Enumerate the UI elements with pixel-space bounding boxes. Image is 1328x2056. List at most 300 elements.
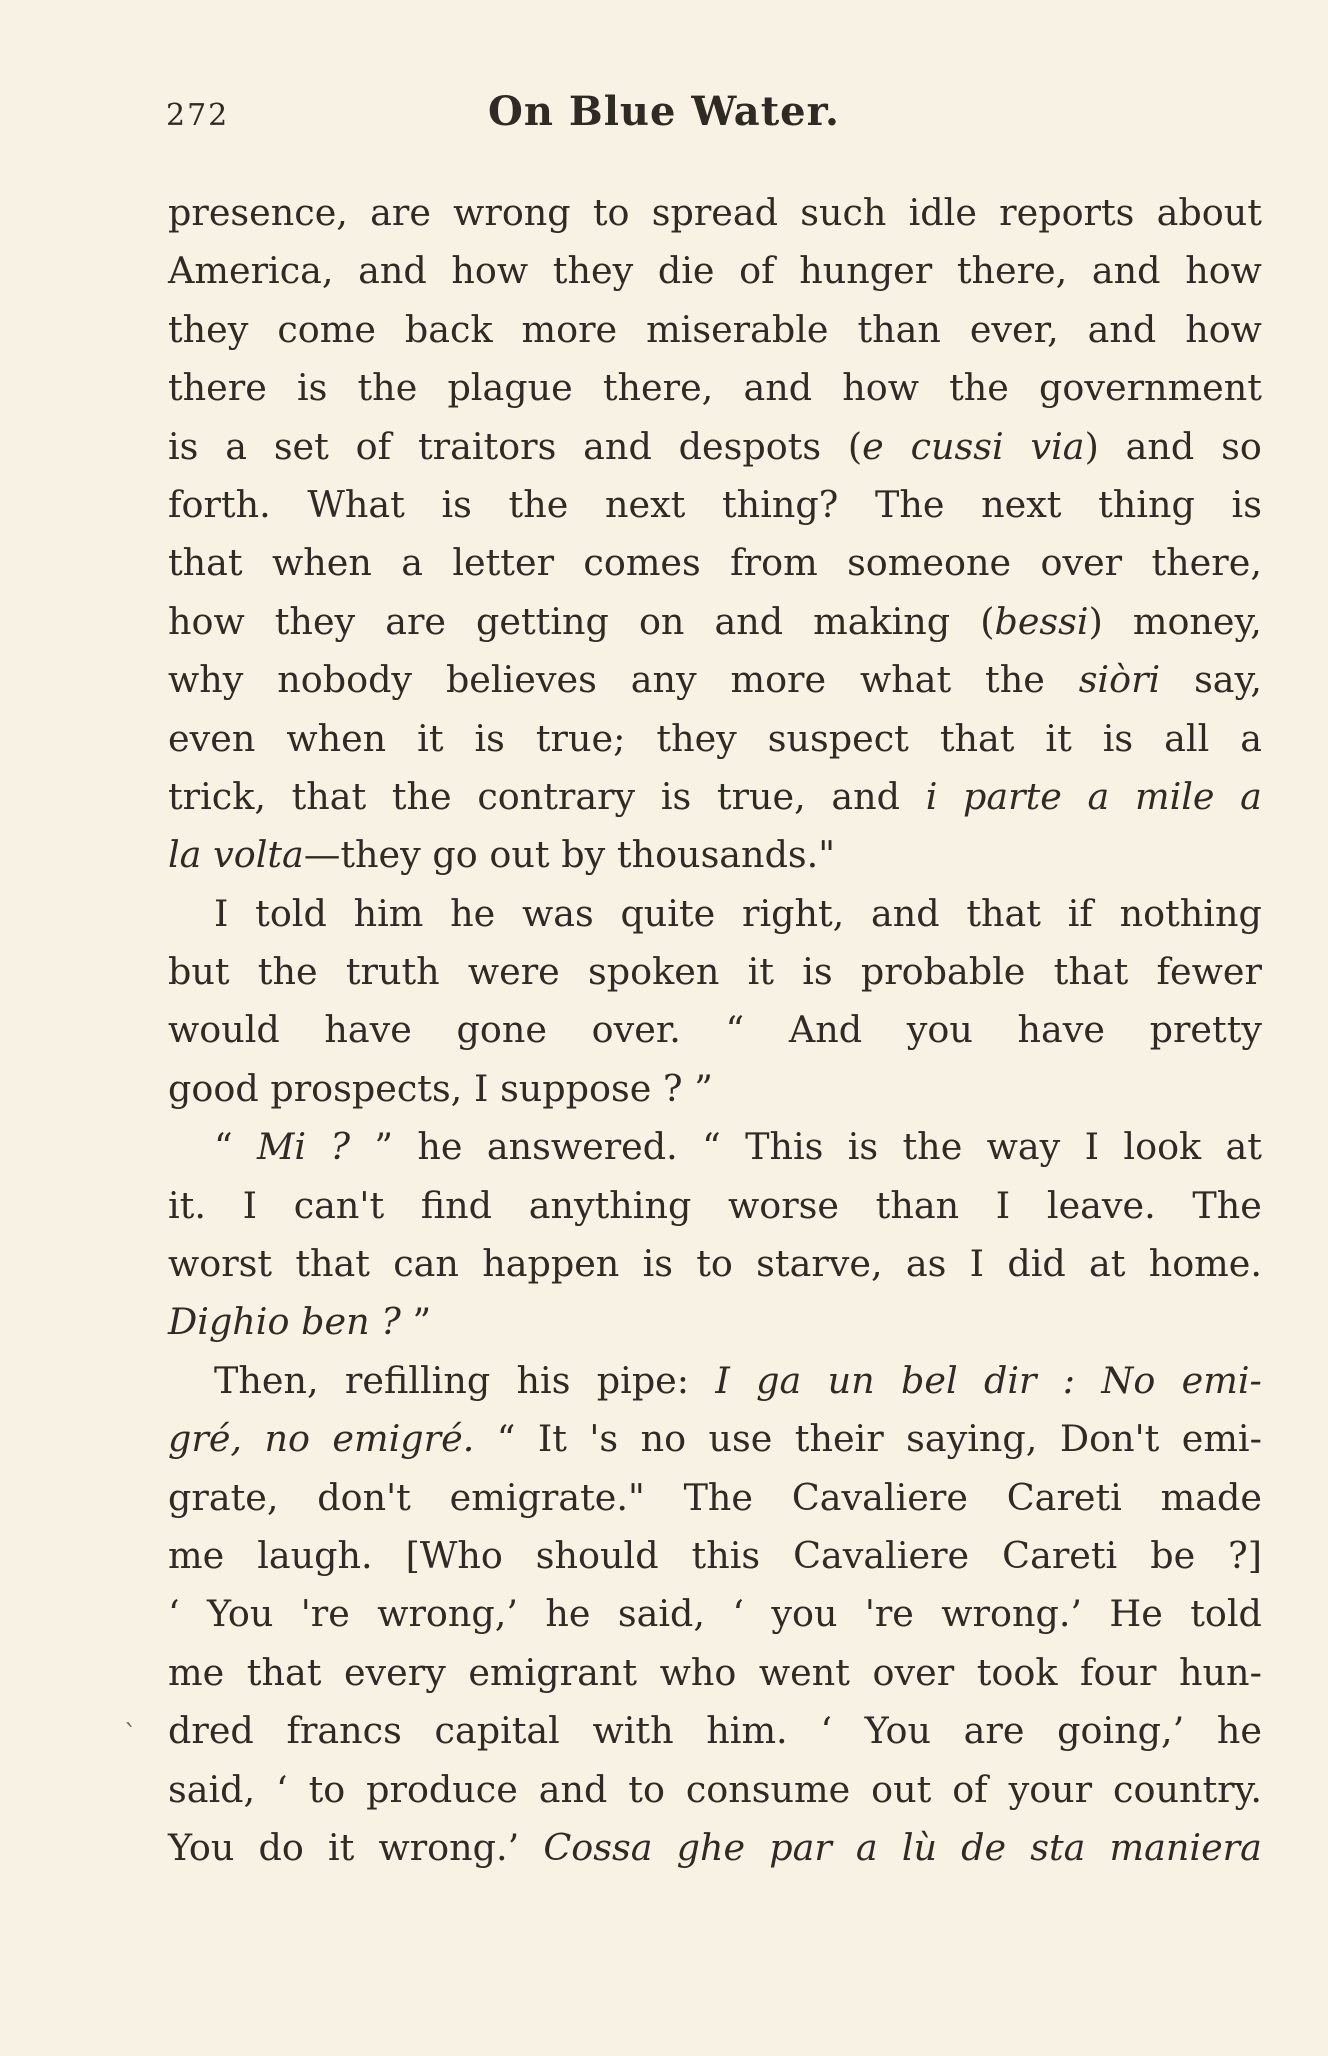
roman-text: traitors: [417, 424, 557, 468]
roman-text: to: [696, 1242, 733, 1286]
roman-text: that: [168, 541, 243, 585]
italic-text: Dighio: [168, 1300, 290, 1344]
roman-text: so: [1221, 424, 1262, 468]
roman-text: worst: [168, 1242, 273, 1286]
italic-text: I: [715, 1358, 730, 1402]
roman-text: prospects,: [270, 1066, 463, 1110]
word: [522, 301, 618, 359]
word: [1217, 1702, 1262, 1760]
roman-text: me: [168, 1650, 225, 1694]
word: [828, 1352, 875, 1410]
roman-text: four: [1080, 1650, 1157, 1694]
word: [663, 1060, 683, 1118]
roman-text: nothing: [1119, 891, 1262, 935]
italic-text: cussi: [910, 424, 1004, 468]
word: [168, 301, 248, 359]
roman-text: a: [401, 541, 423, 585]
word: [728, 1177, 839, 1235]
word: [441, 476, 471, 534]
roman-text: over: [1040, 541, 1123, 585]
word: [860, 651, 951, 709]
word: [446, 651, 597, 709]
word: [452, 534, 554, 592]
italic-text: emigré.: [332, 1417, 475, 1461]
roman-text: hun-: [1179, 1650, 1262, 1694]
word: [631, 651, 697, 709]
roman-text: I: [995, 1183, 1011, 1227]
word: [952, 1761, 987, 1819]
roman-text: wrong.’: [378, 1825, 520, 1869]
word: [820, 1702, 832, 1760]
roman-text: over: [872, 1650, 955, 1694]
word: [1068, 885, 1093, 943]
word: [543, 1819, 652, 1877]
roman-text: and: [743, 366, 813, 410]
word: [1092, 242, 1161, 300]
roman-text: it: [747, 950, 774, 994]
roman-text: are: [963, 1709, 1025, 1753]
roman-text: presence,: [168, 191, 348, 234]
word: [468, 943, 560, 1001]
roman-text: I: [473, 1066, 489, 1110]
roman-text: hunger: [799, 249, 933, 293]
roman-text: and: [358, 249, 427, 293]
word: [328, 1819, 354, 1877]
roman-text: told: [1190, 1592, 1262, 1636]
roman-text: thousands.": [616, 833, 836, 877]
text-line: [168, 1293, 1262, 1351]
roman-text: can't: [293, 1183, 385, 1227]
word: [861, 943, 1026, 1001]
word: [875, 476, 944, 534]
word: [902, 1819, 937, 1877]
roman-text: is: [1231, 482, 1262, 526]
word: [1149, 1235, 1262, 1293]
word: [168, 593, 245, 651]
text-line: [168, 1527, 1262, 1585]
word: [592, 1001, 681, 1059]
roman-text: Careti: [1006, 1475, 1122, 1519]
word: [966, 885, 1041, 943]
word: [330, 1118, 350, 1176]
word: [901, 1352, 958, 1410]
roman-text: than: [857, 307, 941, 351]
word: [418, 418, 556, 476]
word: [813, 593, 950, 651]
word: [168, 826, 201, 884]
roman-text: can: [393, 1242, 459, 1286]
word: [536, 710, 626, 768]
word: [421, 1177, 492, 1235]
italic-text: e: [862, 424, 884, 468]
word-space: [462, 1060, 474, 1118]
roman-text: He: [1109, 1592, 1163, 1636]
text-line: [168, 1060, 1262, 1118]
roman-text: back: [404, 307, 493, 351]
roman-text: said,: [617, 1592, 705, 1636]
word: [307, 476, 404, 534]
text-line: [168, 826, 1262, 884]
roman-text: about: [1156, 191, 1262, 234]
word: [732, 1585, 744, 1643]
word: [214, 1118, 233, 1176]
word: [1002, 1527, 1117, 1585]
word: [726, 1001, 745, 1059]
word: [1009, 1761, 1093, 1819]
italic-text: ga: [756, 1358, 802, 1402]
word: [358, 359, 418, 417]
word: [1007, 1235, 1065, 1293]
roman-text: answered.: [486, 1125, 678, 1169]
roman-text: home.: [1148, 1242, 1262, 1286]
word: [871, 885, 940, 943]
italic-text: via: [1030, 424, 1085, 468]
word-space: [201, 826, 213, 884]
italic-text: a: [1240, 774, 1262, 818]
roman-text: way: [986, 1125, 1061, 1169]
word: [1157, 184, 1262, 242]
word: [275, 593, 355, 651]
italic-text: a: [855, 1825, 878, 1869]
word: [1123, 1118, 1201, 1176]
roman-text: is: [296, 366, 328, 410]
word: [589, 1410, 618, 1468]
word: [856, 1819, 878, 1877]
italic-text: gré,: [168, 1417, 243, 1461]
word: [769, 1819, 832, 1877]
word: [618, 1585, 705, 1643]
roman-text: they: [168, 307, 249, 351]
word: [356, 418, 391, 476]
word: [272, 534, 372, 592]
word: [605, 476, 685, 534]
word: [1101, 1352, 1155, 1410]
word: [658, 242, 715, 300]
word: [848, 418, 884, 476]
roman-text: plague: [447, 366, 573, 410]
roman-text: that: [966, 891, 1041, 935]
word: [539, 1761, 608, 1819]
roman-text: next: [981, 482, 1062, 526]
italic-text: lù: [901, 1825, 937, 1869]
word: [970, 301, 1059, 359]
word: [536, 1527, 659, 1585]
roman-text: probable: [860, 950, 1026, 994]
word: [482, 1235, 619, 1293]
text-line: [168, 1001, 1262, 1059]
roman-text: at: [1089, 1242, 1126, 1286]
word: [748, 943, 774, 1001]
word: [679, 418, 821, 476]
roman-text: I: [1084, 1125, 1100, 1169]
roman-text: true,: [716, 774, 806, 818]
roman-text: spoken: [588, 950, 720, 994]
word: [1135, 768, 1215, 826]
roman-text: consume: [685, 1767, 851, 1811]
roman-text: fewer: [1156, 950, 1262, 994]
word: [1110, 1819, 1262, 1877]
word: [1179, 1644, 1262, 1702]
italic-text: :: [1062, 1358, 1076, 1402]
roman-text: (: [847, 424, 863, 468]
word: [435, 1702, 560, 1760]
word: [1152, 534, 1262, 592]
roman-text: forth.: [168, 482, 271, 526]
roman-text: I: [969, 1242, 985, 1286]
roman-text: wrong,’: [377, 1592, 518, 1636]
roman-text: is: [441, 482, 472, 526]
roman-text: that: [295, 1242, 370, 1286]
text-line: [168, 1469, 1262, 1527]
roman-text: money,: [1132, 599, 1262, 643]
roman-text: their: [794, 1417, 884, 1461]
roman-text: The: [1192, 1183, 1262, 1227]
word: [661, 768, 691, 826]
word: [553, 242, 633, 300]
roman-text: any: [630, 658, 697, 702]
roman-text: you: [771, 1592, 838, 1636]
word: [405, 301, 493, 359]
roman-text: use: [708, 1417, 773, 1461]
text-line: [168, 184, 1262, 242]
word: [1185, 301, 1262, 359]
roman-text: starve,: [756, 1242, 883, 1286]
italic-text: mile: [1134, 774, 1215, 818]
word: [1228, 1527, 1262, 1585]
roman-text: have: [324, 1008, 412, 1052]
roman-text: how: [842, 366, 919, 410]
word-space: [259, 1060, 271, 1118]
word: [378, 1819, 519, 1877]
roman-text: that: [246, 1650, 322, 1694]
text-line: [168, 1410, 1262, 1468]
word-space: [401, 1293, 413, 1351]
word: [1182, 1352, 1262, 1410]
word: [257, 1118, 306, 1176]
word: [522, 885, 594, 943]
word: [474, 1060, 488, 1118]
text-line: [168, 1352, 1262, 1410]
word: [857, 301, 940, 359]
roman-text: getting: [476, 599, 609, 643]
word: [996, 1177, 1010, 1235]
word: [941, 1585, 1082, 1643]
roman-text: contrary: [477, 774, 636, 818]
word: [417, 710, 443, 768]
roman-text: I: [242, 1183, 258, 1227]
word: [1133, 593, 1262, 651]
italic-text: siòri: [1078, 658, 1161, 702]
text-line: [168, 301, 1262, 359]
word: [457, 1001, 547, 1059]
word: [940, 710, 1015, 768]
word: [831, 768, 900, 826]
roman-text: someone: [847, 541, 1012, 585]
roman-text: went: [758, 1650, 850, 1694]
running-title: On Blue Water.: [488, 88, 840, 135]
roman-text: and: [831, 774, 901, 818]
word: [370, 184, 431, 242]
text-line: [168, 1585, 1262, 1643]
text-line: [168, 593, 1262, 651]
roman-text: you: [906, 1008, 973, 1052]
roman-text: worse: [728, 1183, 839, 1227]
word: [730, 651, 826, 709]
page-number: 272: [166, 98, 230, 133]
roman-text: Don't: [1059, 1417, 1160, 1461]
word: [168, 476, 271, 534]
word: [717, 768, 806, 826]
word: [964, 1702, 1025, 1760]
word: [168, 1060, 259, 1118]
word: [911, 418, 1004, 476]
roman-text: It: [537, 1417, 567, 1461]
word: [301, 1293, 369, 1351]
roman-text: next: [604, 482, 686, 526]
roman-text: how: [168, 599, 245, 643]
word: [1088, 301, 1157, 359]
word: [500, 1060, 651, 1118]
text-line: [168, 359, 1262, 417]
word: [168, 242, 334, 300]
roman-text: they: [274, 599, 356, 643]
word-space: [488, 1060, 500, 1118]
roman-text: be: [1150, 1533, 1196, 1577]
roman-text: and: [871, 891, 940, 935]
roman-text: ‘: [732, 1592, 744, 1636]
roman-text: making: [813, 599, 951, 643]
roman-text: quite: [620, 891, 716, 935]
roman-text: laugh.: [257, 1533, 373, 1577]
word: [985, 651, 1045, 709]
roman-text: You: [168, 1825, 235, 1869]
roman-text: the: [902, 1125, 963, 1169]
word: [487, 1118, 678, 1176]
roman-text: such: [800, 191, 887, 234]
roman-text: is: [660, 774, 692, 818]
word: [842, 359, 919, 417]
roman-text: ”: [412, 1300, 432, 1344]
word: [168, 1644, 224, 1702]
word: [696, 1235, 733, 1293]
roman-text: grate,: [168, 1475, 279, 1519]
word: [277, 301, 376, 359]
word: [1113, 1761, 1262, 1819]
word: [270, 1060, 462, 1118]
word: [768, 710, 909, 768]
word: [656, 710, 736, 768]
word: [1063, 1352, 1075, 1410]
roman-text: ‘: [168, 1592, 180, 1636]
italic-text: maniera: [1109, 1825, 1262, 1869]
word: [593, 184, 630, 242]
roman-text: happen: [482, 1242, 620, 1286]
word: [714, 593, 783, 651]
roman-text: find: [420, 1183, 493, 1227]
roman-text: good: [168, 1066, 259, 1110]
roman-text: it: [1045, 716, 1072, 760]
word: [258, 943, 318, 1001]
roman-text: all: [1164, 716, 1210, 760]
word-space: [550, 826, 562, 884]
roman-text: no: [640, 1417, 687, 1461]
word: [247, 1644, 322, 1702]
roman-text: and: [1087, 307, 1157, 351]
roman-text: that: [291, 774, 367, 818]
word: [603, 359, 713, 417]
word: [358, 242, 427, 300]
word: [906, 1235, 947, 1293]
roman-text: to: [592, 191, 630, 234]
word: [1120, 885, 1262, 943]
roman-text: and: [714, 599, 784, 643]
roman-text: despots: [678, 424, 822, 468]
roman-text: there,: [602, 366, 714, 410]
word: [168, 651, 243, 709]
roman-text: there,: [956, 249, 1068, 293]
roman-text: 're: [864, 1592, 914, 1636]
word: [168, 768, 266, 826]
italic-text: ben: [301, 1300, 370, 1344]
word: [401, 534, 423, 592]
word: [1007, 1469, 1122, 1527]
word: [709, 1410, 773, 1468]
roman-text: how: [451, 249, 529, 293]
italic-text: Cossa: [543, 1825, 653, 1869]
roman-text: the: [391, 774, 452, 818]
roman-text: set: [273, 424, 329, 468]
word: [871, 1761, 931, 1819]
word: [214, 1352, 319, 1410]
word: [392, 768, 452, 826]
word: [692, 1527, 761, 1585]
roman-text: him.: [706, 1709, 788, 1753]
word-space: [370, 1293, 382, 1351]
word: [255, 885, 327, 943]
roman-text: more: [521, 307, 618, 351]
word: [309, 1761, 346, 1819]
roman-text: the: [985, 658, 1045, 702]
word: [981, 476, 1061, 534]
word: [168, 1177, 206, 1235]
roman-text: when: [286, 716, 387, 760]
roman-text: but: [168, 950, 230, 994]
word: [413, 1293, 432, 1351]
roman-text: “: [702, 1125, 721, 1169]
text-line: [168, 1761, 1262, 1819]
word: [243, 1177, 257, 1235]
word: [756, 1352, 801, 1410]
word: [1221, 418, 1262, 476]
word: [1190, 1585, 1262, 1643]
word: [344, 1644, 446, 1702]
word: [346, 943, 440, 1001]
text-line: [168, 1118, 1262, 1176]
text-line: [168, 885, 1262, 943]
word: [324, 1001, 412, 1059]
roman-text: and: [538, 1767, 608, 1811]
roman-text: and: [583, 424, 652, 468]
word: [873, 1644, 955, 1702]
word: [168, 1585, 180, 1643]
roman-text: of: [739, 249, 775, 293]
roman-text: as: [905, 1242, 947, 1286]
word-space: [605, 826, 617, 884]
word: [987, 1118, 1061, 1176]
word-space: [289, 1293, 301, 1351]
text-line: [168, 1177, 1262, 1235]
word: [906, 1410, 1037, 1468]
